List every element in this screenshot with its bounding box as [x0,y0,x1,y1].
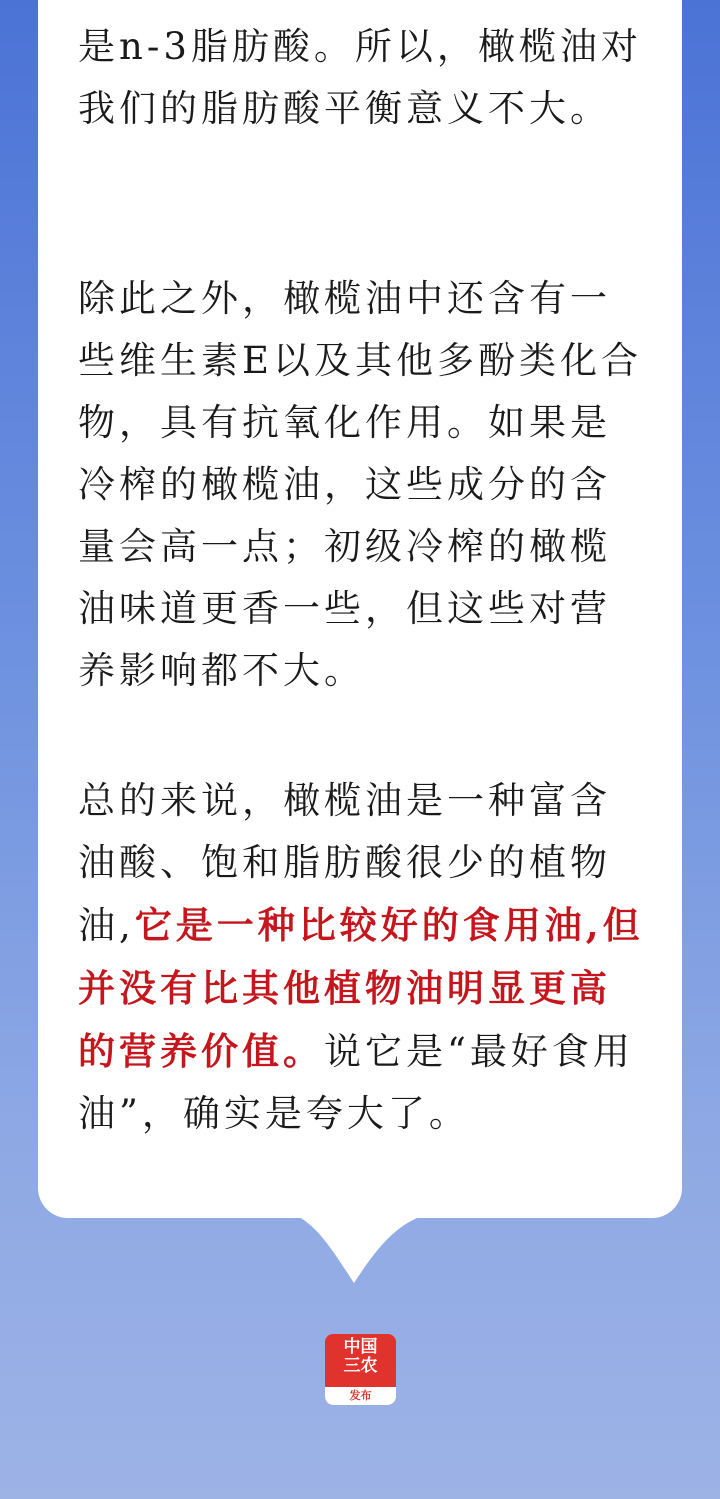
paragraph-3-start: 总的来说，橄榄油是一种富含油酸、饱和脂肪酸很少的植物油, [78,779,611,947]
logo-line-3: 发布 [325,1387,396,1405]
paragraph-2: 除此之外，橄榄油中还含有一些维生素E以及其他多酚类化合物，具有抗氧化作用。如果是冷榨的橄榄油，这些成分的含量会高一点；初级冷榨的橄榄油味道更香一些，但这些对营养影响都不大。 [78,277,643,692]
paragraph-3-end: 说它是“最好食用油”，确实是夸大了。 [78,1030,634,1135]
paragraph-3 [78,770,648,1145]
china-sannong-logo [325,1334,396,1405]
speech-bubble-tail [282,1210,442,1286]
logo-line-1: 中国 [343,1337,378,1357]
logo-line-2: 三农 [343,1356,378,1376]
highlighted-text: 它是一种比较好的食用油,但并没有比其他植物油明显更高的营养价值。 [78,903,644,1073]
paragraph-1: 是n-3脂肪酸。所以，橄榄油对我们的脂肪酸平衡意义不大。 [78,25,642,130]
